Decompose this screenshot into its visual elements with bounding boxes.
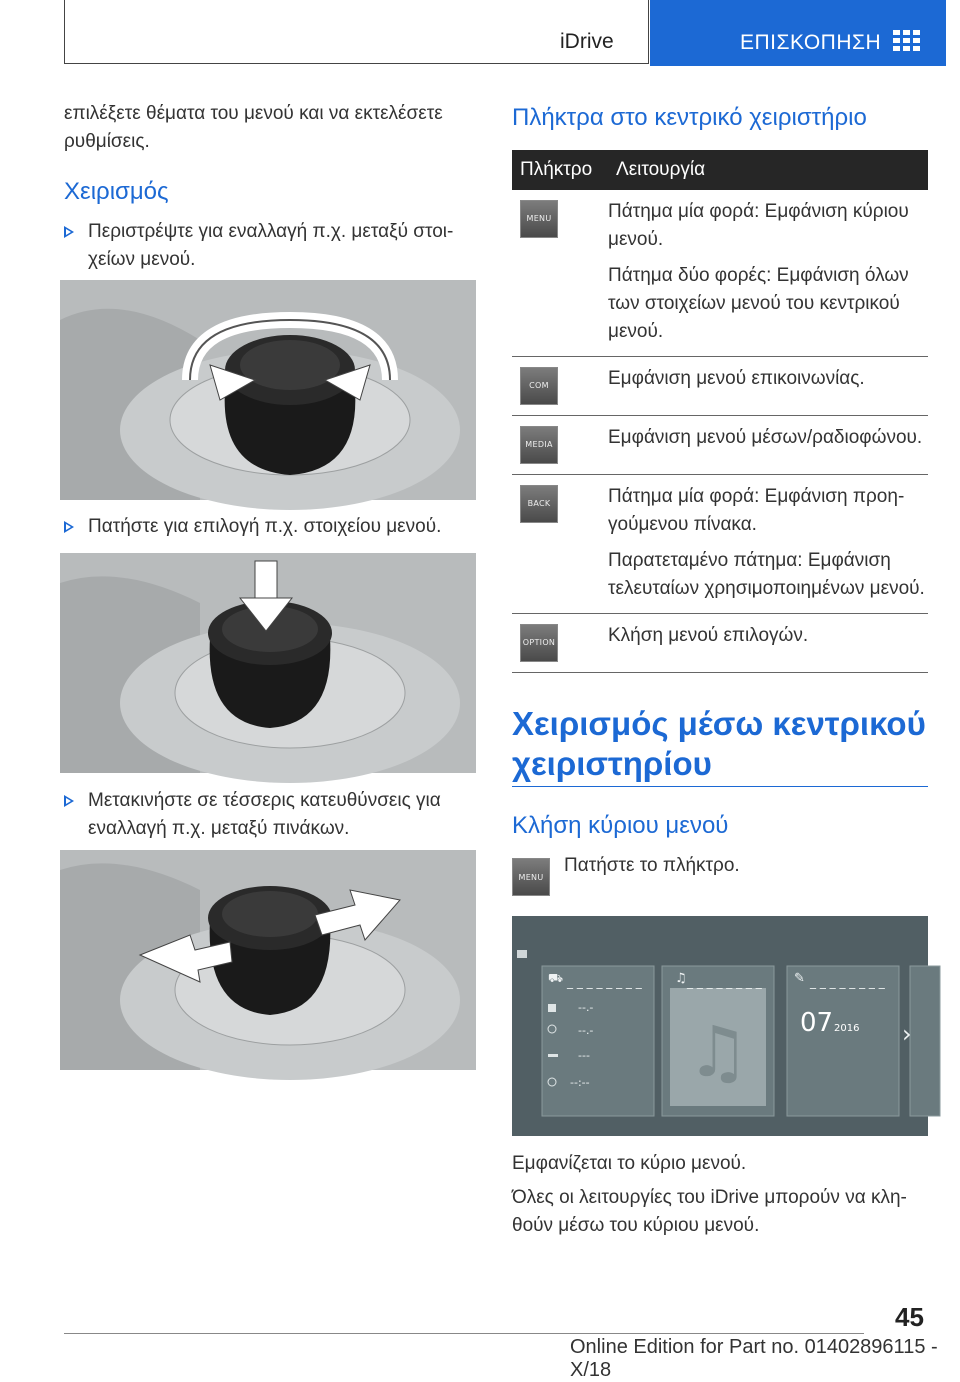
table-row: [512, 614, 928, 673]
svg-text:♫: ♫: [675, 971, 687, 986]
col-function-header: Λειτουργία: [608, 150, 928, 190]
screen-value-3: ---: [578, 1049, 590, 1062]
bullet-tilt: [64, 787, 474, 843]
bullet-triangle-icon: [64, 226, 74, 238]
bullet-tilt-text: Μετακινήστε σε τέσσερις κατευθύνσεις για εναλλαγή π.χ. μεταξύ πινάκων.: [88, 790, 441, 839]
bullet-triangle-icon: [64, 795, 74, 807]
section-heading-operation: Χειρισμός: [64, 178, 169, 205]
table-heading: Πλήκτρα στο κεντρικό χειριστήριο: [512, 104, 867, 131]
option-key-icon: OPTION: [520, 624, 558, 662]
menu-key-icon: MENU: [512, 858, 550, 896]
caption-all-functions: Όλες οι λειτουργίες του iDrive μπορούν να κληθούν μέσω του κύριου μενού.: [512, 1187, 907, 1236]
left-column: [64, 100, 474, 274]
page-number: 45: [895, 1302, 924, 1332]
press-key-text: Πατήστε το πλήκτρο.: [564, 855, 740, 876]
grid-icon[interactable]: [893, 30, 921, 52]
svg-text:♫: ♫: [686, 1011, 750, 1093]
bullet-press: [64, 513, 474, 541]
svg-text:›: ›: [902, 1020, 912, 1048]
screen-day: 07: [800, 1008, 834, 1038]
screen-dashes: _ _ _ _ _ _ _ _: [687, 975, 762, 989]
back-key-icon: BACK: [520, 485, 558, 523]
table-row: [512, 475, 928, 614]
screen-year: 2016: [834, 1023, 860, 1034]
footer-rule: [64, 1333, 864, 1334]
row-function-text: Παρατεταμένο πάτημα: Εμφάνιση τελευταίων χρησιμοποιημένων μενού.: [608, 550, 925, 599]
table-row: [512, 416, 928, 475]
screen-value-2: --.-: [578, 1024, 594, 1037]
row-function-text: Πάτημα δύο φορές: Εμφάνιση όλων των στοιχείων μενού του κεντρικού μενού.: [608, 265, 909, 342]
table-row: [512, 190, 928, 357]
screen-dashes: _ _ _ _ _ _ _ _: [810, 975, 885, 989]
bullet-press-text: Πατήστε για επιλογή π.χ. στοιχείου μενού.: [88, 516, 442, 537]
table-row: [512, 357, 928, 416]
controller-tilt-photo: [60, 850, 476, 1070]
com-key-icon: COM: [520, 367, 558, 405]
bullet-rotate-text: Περιστρέψτε για εναλλαγή π.χ. μεταξύ στοιχείων μενού.: [88, 221, 454, 270]
controller-press-illustration: [60, 553, 476, 773]
controller-press-photo: [60, 553, 476, 773]
svg-text:✎: ✎: [794, 971, 805, 986]
screen-dashes: _ _ _ _ _ _ _ _: [567, 975, 642, 989]
keys-table-header: [512, 150, 928, 190]
row-function-text: Κλήση μενού επιλογών.: [608, 625, 809, 646]
footer-edition: Online Edition for Part no. 01402896115 - X/18: [570, 1336, 938, 1381]
row-function-text: Πάτημα μία φορά: Εμφάνιση κύριου μενού.: [608, 201, 909, 250]
controller-rotate-photo: [60, 280, 476, 500]
header-tab-label[interactable]: ΕΠΙΣΚΟΠΗΣΗ: [740, 31, 882, 54]
header-section-label: iDrive: [560, 30, 614, 53]
screen-value-1: --.-: [578, 1001, 594, 1014]
media-key-icon: MEDIA: [520, 426, 558, 464]
keys-table: [512, 150, 928, 673]
sub-heading-main-menu: Κλήση κύριου μενού: [512, 812, 729, 839]
svg-text:⛟: ⛟: [548, 971, 564, 985]
bullet-rotate: [64, 218, 474, 274]
main-heading: Χειρισμός μέσω κεντρικού χειριστηρίου: [512, 705, 926, 782]
main-menu-screenshot: [512, 916, 928, 1136]
intro-text: επιλέξετε θέματα του μενού και να εκτελέσετε ρυθμίσεις.: [64, 103, 443, 152]
col-key-header: Πλήκτρο: [512, 150, 608, 190]
main-menu-screen: [512, 916, 928, 1136]
row-function-text: Πάτημα μία φορά: Εμφάνιση προηγούμενου πίνακα.: [608, 486, 905, 535]
main-heading-rule: [512, 786, 928, 787]
caption-main-menu-shown: Εμφανίζεται το κύριο μενού.: [512, 1153, 747, 1174]
screen-value-4: --:--: [570, 1076, 590, 1089]
controller-rotate-illustration: [60, 280, 476, 500]
row-function-text: Εμφάνιση μενού μέσων/ραδιοφώνου.: [608, 427, 923, 448]
row-function-text: Εμφάνιση μενού επικοινωνίας.: [608, 368, 865, 389]
menu-key-icon: MENU: [520, 200, 558, 238]
controller-tilt-illustration: [60, 850, 476, 1070]
bullet-triangle-icon: [64, 521, 74, 533]
